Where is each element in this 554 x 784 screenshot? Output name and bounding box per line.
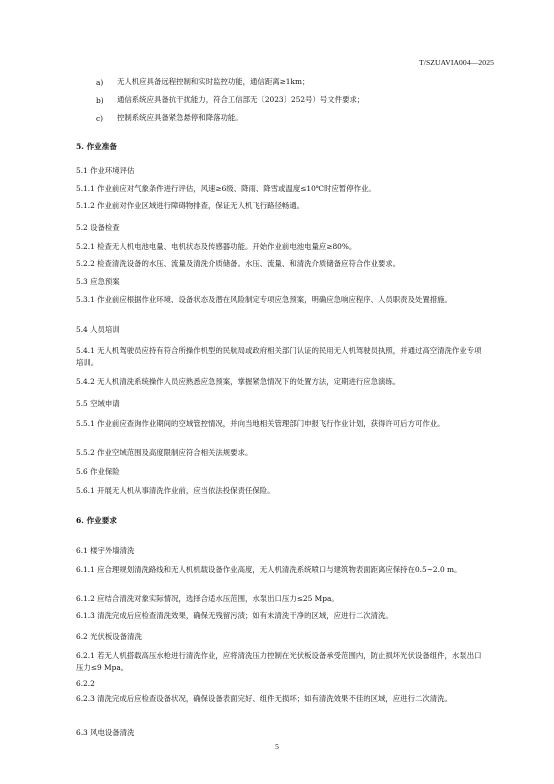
heading-5-4: 5.4 人员培训 bbox=[76, 325, 120, 334]
para-6-1-2: 6.1.2 应结合清洗对象实际情况，选择合适水压范围，水泵出口压力≤25 Mpa。 bbox=[76, 594, 339, 603]
heading-5-3: 5.3 应急预案 bbox=[76, 277, 120, 286]
page-number: 5 bbox=[275, 742, 279, 751]
heading-5-6: 5.6 作业保险 bbox=[76, 467, 120, 476]
para-6-2-3: 6.2.3 清洗完成后应检查设备状况，确保设备表面完好、组件无损坏；如有清洗效果不佳的区域，应进行二次清洗。 bbox=[76, 694, 452, 703]
heading-6-2: 6.2 光伏板设备清洗 bbox=[76, 632, 142, 641]
para-5-4-1: 5.4.1 无人机驾驶员应持有符合所操作机型的民航局或政府相关部门认证的民用无人机驾驶员执照，并通过高空清洗作业专项培训。 bbox=[76, 346, 482, 367]
list-marker-c: c) bbox=[96, 114, 104, 123]
para-5-5-2: 5.5.2 作业空域范围及高度限制应符合相关法规要求。 bbox=[76, 448, 253, 457]
para-5-4-2: 5.4.2 无人机清洗系统操作人员应熟悉应急预案，掌握紧急情况下的处置方法，定期进行应急演练。 bbox=[76, 377, 401, 386]
heading-6-3: 6.3 风电设备清洗 bbox=[76, 728, 135, 737]
para-6-1-1: 6.1.1 应合理规划清洗路线和无人机机载设备作业高度，无人机清洗系统喷口与建筑物表面距离应保持在0.5~2.0 m。 bbox=[76, 565, 462, 574]
heading-5-2: 5.2 设备检查 bbox=[76, 223, 120, 232]
para-5-1-2: 5.1.2 作业前对作业区域进行障碍物排查，保证无人机飞行路径畅通。 bbox=[76, 201, 305, 210]
para-6-1-3: 6.1.3 清洗完成后应检查清洗效果，确保无残留污渍；如有未清洗干净的区域，应进行二次清洗。 bbox=[76, 611, 393, 620]
para-5-3-1: 5.3.1 作业前应根据作业环境、设备状态及潜在风险制定专项应急预案，明确应急响应程序、人员职责及处置措施。 bbox=[76, 295, 452, 304]
para-6-2-2: 6.2.2 bbox=[76, 679, 95, 688]
list-item-a: 无人机应具备远程控制和实时监控功能，通信距离≥1km； bbox=[117, 77, 310, 86]
list-item-b: 通信系统应具备抗干扰能力，符合工信部无〔2023〕252号）号文件要求； bbox=[117, 95, 365, 104]
heading-6-1: 6.1 楼宇外墙清洗 bbox=[76, 546, 135, 555]
para-5-6-1: 5.6.1 开展无人机从事清洗作业前，应当依法投保责任保险。 bbox=[76, 486, 275, 495]
list-marker-a: a) bbox=[96, 78, 104, 87]
para-5-1-1: 5.1.1 作业前应对气象条件进行评估，风速≥6级、降雨、降雪或温度≤10℃时应暂停作业。 bbox=[76, 184, 376, 193]
para-5-5-1: 5.5.1 作业前应查询作业期间的空域管控情况，并向当地相关管理部门申报飞行作业计划，获得许可后方可作业。 bbox=[76, 419, 445, 428]
document-code: T/SZUAVIA004—2025 bbox=[419, 58, 494, 67]
para-5-2-2: 5.2.2 检查清洗设备的水压、流量及清洗介质储备。水压、流量、和清洗介质储备应符合作业要求。 bbox=[76, 259, 401, 268]
heading-5-5: 5.5 空域申请 bbox=[76, 399, 120, 408]
para-6-2-1: 6.2.1 若无人机搭载高压水枪进行清洗作业，应将清洗压力控制在光伏板设备承受范围内，防止损坏光伏设备组件，水泵出口压力≤9 Mpa。 bbox=[76, 651, 482, 672]
list-marker-b: b) bbox=[96, 96, 104, 105]
section-5-title: 5. 作业准备 bbox=[76, 142, 117, 151]
list-item-c: 控制系统应具备紧急悬停和降落功能。 bbox=[117, 113, 243, 122]
para-5-2-1: 5.2.1 检查无人机电池电量、电机状态及传感器功能。开始作业前电池电量应≥80%。 bbox=[76, 242, 357, 251]
heading-5-1: 5.1 作业环境评估 bbox=[76, 166, 135, 175]
section-6-title: 6. 作业要求 bbox=[76, 516, 117, 525]
